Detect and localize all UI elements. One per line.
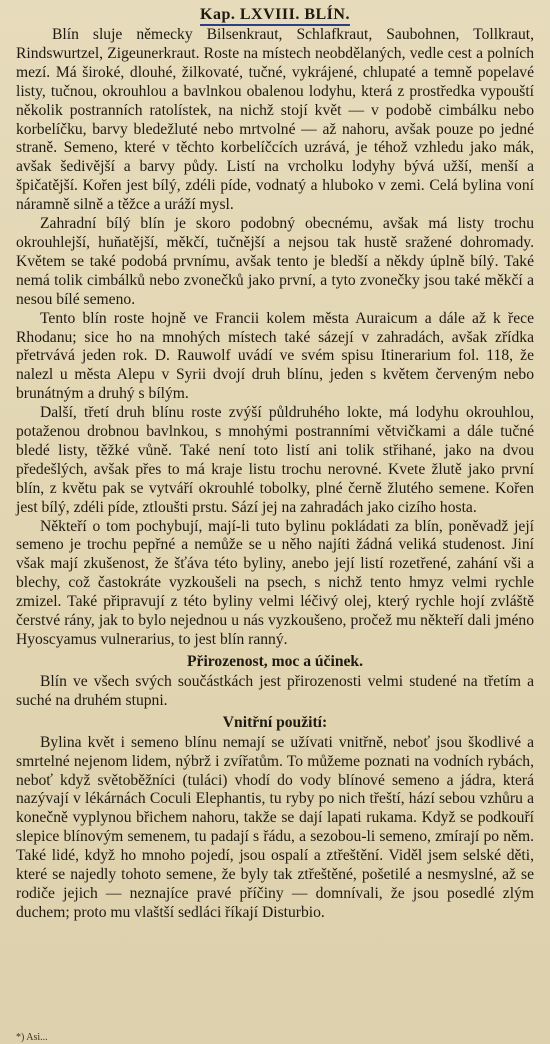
paragraph-internal-use: Bylina květ i semeno blínu nemají se užívati vnitřně, neboť jsou škodlivé a smrtelné nejenom lidem, nýbrž i zvířatům. To můžeme poznati na vodních rybách, neboť když světoběžníci (tuláci) vhodí do vody blínové semeno a jádra, která nazývají v lékárnách Coculi Elephantis, tu ryby po nich třeští, hází sebou vzhůru a konečně vyplynou břichem nahoru, takže se dají lapati rukama. Když se podkouří slepice blínovým semenem, tu padají s řádu, a sezobou-li semeno, zmírají po něm. Také lidé, když ho mnoho pojedí, jsou ospalí a ztřeštění. Viděl jsem selské děti, které se najedly tohoto semene, že byly tak ztřeštěné, pošetilé a nesmyslné, až se rodiče jejich — neznajíce pravé příčiny — domnívali, že jsou posedlé zlým duchem; proto mu vlaštší sedláci říkají Disturbio. bbox=[16, 733, 534, 921]
chapter-title: Kap. LXVIII. BLÍN. bbox=[200, 6, 350, 26]
paragraph-distribution: Tento blín roste hojně ve Francii kolem města Auraicum a dále až k řece Rhodanu; sice ho na mnohých místech také sázejí v zahradách, avšak zřídka přetrvává jeden rok. D. Rauwolf uvádí ve svém spisu Itinerarium fol. 118, že nalezl u města Alepu v Syrii dvojí druh blínu, jeden s květem červeným nebo brunátným a druhý s bílým. bbox=[16, 309, 534, 403]
footnote: *) Asi... bbox=[16, 1032, 48, 1043]
paragraph-garden-henbane: Zahradní bílý blín je skoro podobný obecnému, avšak má listy trochu okrouhlejší, huňatější, měkčí, tučnější a nejsou tak hustě sražené dohromady. Květem se také podobá prvnímu, avšak tento je bledší a někdy úplně bílý. Také nemá tolik cimbálků nebo zvonečků jako první, a tyto zvonečky jsou také měkčí a nesou bílé semeno. bbox=[16, 215, 534, 308]
paragraph-nature: Blín ve všech svých součástkách jest přirozenosti velmi studené na třetím a suché na druhém stupni. bbox=[16, 672, 534, 709]
chapter-heading bbox=[16, 4, 534, 26]
paragraph-third-kind: Další, třetí druh blínu roste zvýší půldruhého lokte, má lodyhu okrouhlou, potaženou drobnou bavlnkou, s mnohými postranními větvičkami a dále tučné bledé listy, těžké vůně. Také není toto listí ani tolik střihané, jako na dvou předešlých, avšak přes to má kraje listu trochu nerovné. Kvete žlutě jako první blín, z květu pak se vytváří okrouhlé tobolky, plné černě žlutého semene. Kořen jest bílý, zdéli píde, ztloušti prstu. Sází jej na zahradách jako cizího hosta. bbox=[16, 404, 534, 516]
paragraph-description: Blín sluje německy Bilsenkraut, Schlafkraut, Saubohnen, Tollkraut, Rindswurtzel, Zigeunerkraut. Roste na místech neobdělaných, vedle cest a polních mezí. Má široké, dlouhé, žilkovaté, tučné, vykrájené, chlupaté a temně popelavé listy, tučnou, okrouhlou a bavlnkou obalenou lodyhu, která z prostředka vypouští několik postranních ratolístek, na nichž stojí květ — v podobě cimbálku nebo korbelíčku, barvy bledežluté nebo mrtvolné — až nahoru, avšak pouze po jedné straně. Semeno, které v těchto korbelíčcích uzrává, je téhož vzhledu jako mák, avšak šedivější a barvy půdy. Listí na vrcholku lodyhy bývá užší, menší a špičatější. Kořen jest bílý, zdéli píde, vodnatý a hluboko v zemi. Celá bylina voní náramně silně a těžce a uráží mysl. bbox=[16, 26, 534, 214]
section-heading-internal-use: Vnitřní použití: bbox=[222, 713, 328, 731]
paragraph-uses: Někteří o tom pochybují, mají-li tuto bylinu pokládati za blín, poněvadž její semeno je trochu pepřné a nemůže se u něho najíti žádná veliká studenost. Jiní však mají zkušenost, že šťáva této byliny, anebo její listí rozetřené, zahání vši a blechy, což častokráte vyzkoušeli na psech, s nichž tento hmyz velmi rychle zmizel. Také připravují z této byliny velmi léčivý olej, který rychle hojí zvláště čerstvé rány, jak to bylo nejednou u nás vyzkoušeno, pročež mu někteří dali jméno Hyoscyamus vulnerarius, to jest blín ranný. bbox=[16, 517, 534, 648]
section-heading-nature: Přirozenost, moc a účinek. bbox=[187, 652, 363, 670]
